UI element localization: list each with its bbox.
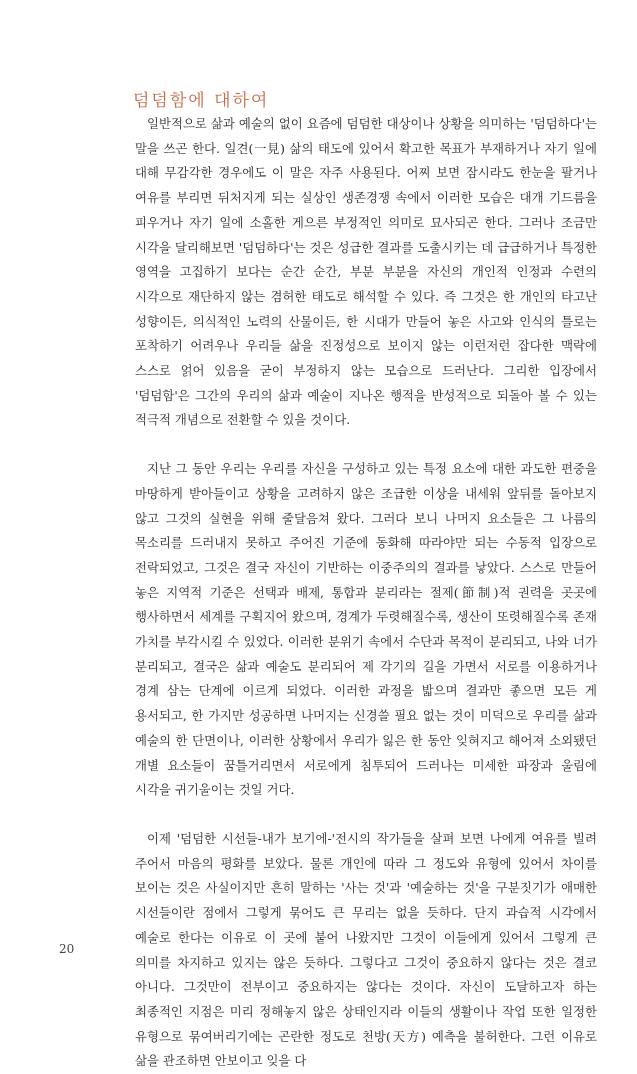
paragraph: 이제 '덤덤한 시선들-내가 보기에-'전시의 작가들을 살펴 보면 나에게 여유를 빌려 주어서 마음의 평화를 보았다. 물론 개인에 따라 그 정도와 유형에 있어서 차이를 보이는 것은 사실이지만 흔히 말하는 '사는 것'과 '예술하는 것'을 구분짓기가 애매한 시선들이란 점에서 그렇게 묶어도 큰 무리는 없을 듯하다. 단지 과습적 시각에서 예술로 한다는 이유로 이 곳에 붙어 나왔지만 그것이 이들에게 있어서 그렇게 큰 의미를 차지하고 있지는 않은 듯하다. 그렇다고 그것이 중요하지 않다는 것은 결코 아니다. 그것만이 전부이고 중요하지는 않다는 것이다. 자신이 도달하고자 하는 최종적인 지점은 미리 정해놓지 않은 상태인지라 이들의 생활이나 작업 또한 일정한 유형으로 묶여버리기에는 곤란한 정도로 천방(天方) 예측을 불허한다. 그런 이유로 삶을 관조하면 안보이고 잊을 다 — [135, 830, 597, 1069]
page-number: 20 — [59, 942, 75, 956]
chapter-heading: 덤덤함에 대하여 — [133, 91, 270, 111]
paragraph: 일반적으로 삶과 예술의 없이 요즘에 덤덤한 대상이나 상황을 의미하는 '덤덤하다'는 말을 쓰곤 한다. 일견(一見) 삶의 태도에 있어서 확고한 목표가 부재하거나 자기 일에 대해 무감각한 경우에도 이 말은 자주 사용된다. 어찌 보면 잠시라도 한눈을 팔거나 여유를 부리면 뒤처지게 되는 실상인 생존경쟁 속에서 이러한 모습은 대개 기드름을 피우거나 자기 일에 소홀한 게으른 부정적인 의미로 묘사되곤 한다. 그러나 조금만 시각을 달리해보면 '덤덤하다'는 것은 성급한 결과를 도출시키는 데 급급하거나 특정한 영역을 고집하기 보다는 순간 순간, 부분 부분을 자신의 개인적 인정과 수련의 시각으로 재단하지 않는 겸허한 태도로 해석할 수 있다. 즉 그것은 한 개인의 타고난 성향이든, 의식적인 노력의 산물이든, 한 시대가 만들어 놓은 사고와 인식의 틀로는 포착하기 어려우나 우리들 삶을 진정성으로 보이지 않는 이런저런 잡다한 맥락에 스스로 얽어 있음을 굳이 부정하지 않는 모습으로 드러난다. 그리한 입장에서 '덤덤함'은 그간의 우리의 삶과 예술이 지나온 행적을 반성적으로 되돌아 볼 수 있는 적극적 개념으로 전환할 수 있을 것이다. — [135, 116, 597, 428]
paragraph: 지난 그 동안 우리는 우리를 자신을 구성하고 있는 특정 요소에 대한 과도한 편중을 마땅하게 받아들이고 상황을 고려하지 않은 조급한 이상을 내세워 앞뒤를 돌아보지 않고 그것의 실현을 위해 줄달음쳐 왔다. 그러다 보니 나머지 요소들은 그 나름의 목소리를 드러내지 못하고 주어진 기준에 동화해 따라야만 되는 수동적 입장으로 전락되었고, 그것은 결국 자신이 기반하는 이중주의의 결과를 낳았다. 스스로 만들어 놓은 지역적 기준은 선택과 배제, 통합과 분리라는 절제(節制)적 권력을 곳곳에 행사하면서 세계를 구획지어 왔으며, 경계가 두렷해질수록, 생산이 또렷해질수록 존재 가치를 부각시킬 수 있었다. 이러한 분위기 속에서 수단과 목적이 분리되고, 나와 너가 분리되고, 결국은 삶과 예술도 분리되어 제 각기의 길을 가면서 서로를 이용하거나 경계 삼는 단계에 이르게 되었다. 이러한 과정을 밟으며 결과만 좋으면 모든 게 용서되고, 한 가지만 성공하면 나머지는 신경쓸 필요 없는 것이 미덕으로 우리를 삶과 예술의 한 단면이나, 이러한 상황에서 우리가 잃은 한 동안 잊혀지고 해어져 소외됐던 개별 요소들이 꿈틀거리면서 서로에게 침투되어 드러나는 미세한 파장과 울림에 시각을 귀기울이는 것일 거다. — [135, 461, 597, 798]
body-text — [135, 112, 597, 1074]
